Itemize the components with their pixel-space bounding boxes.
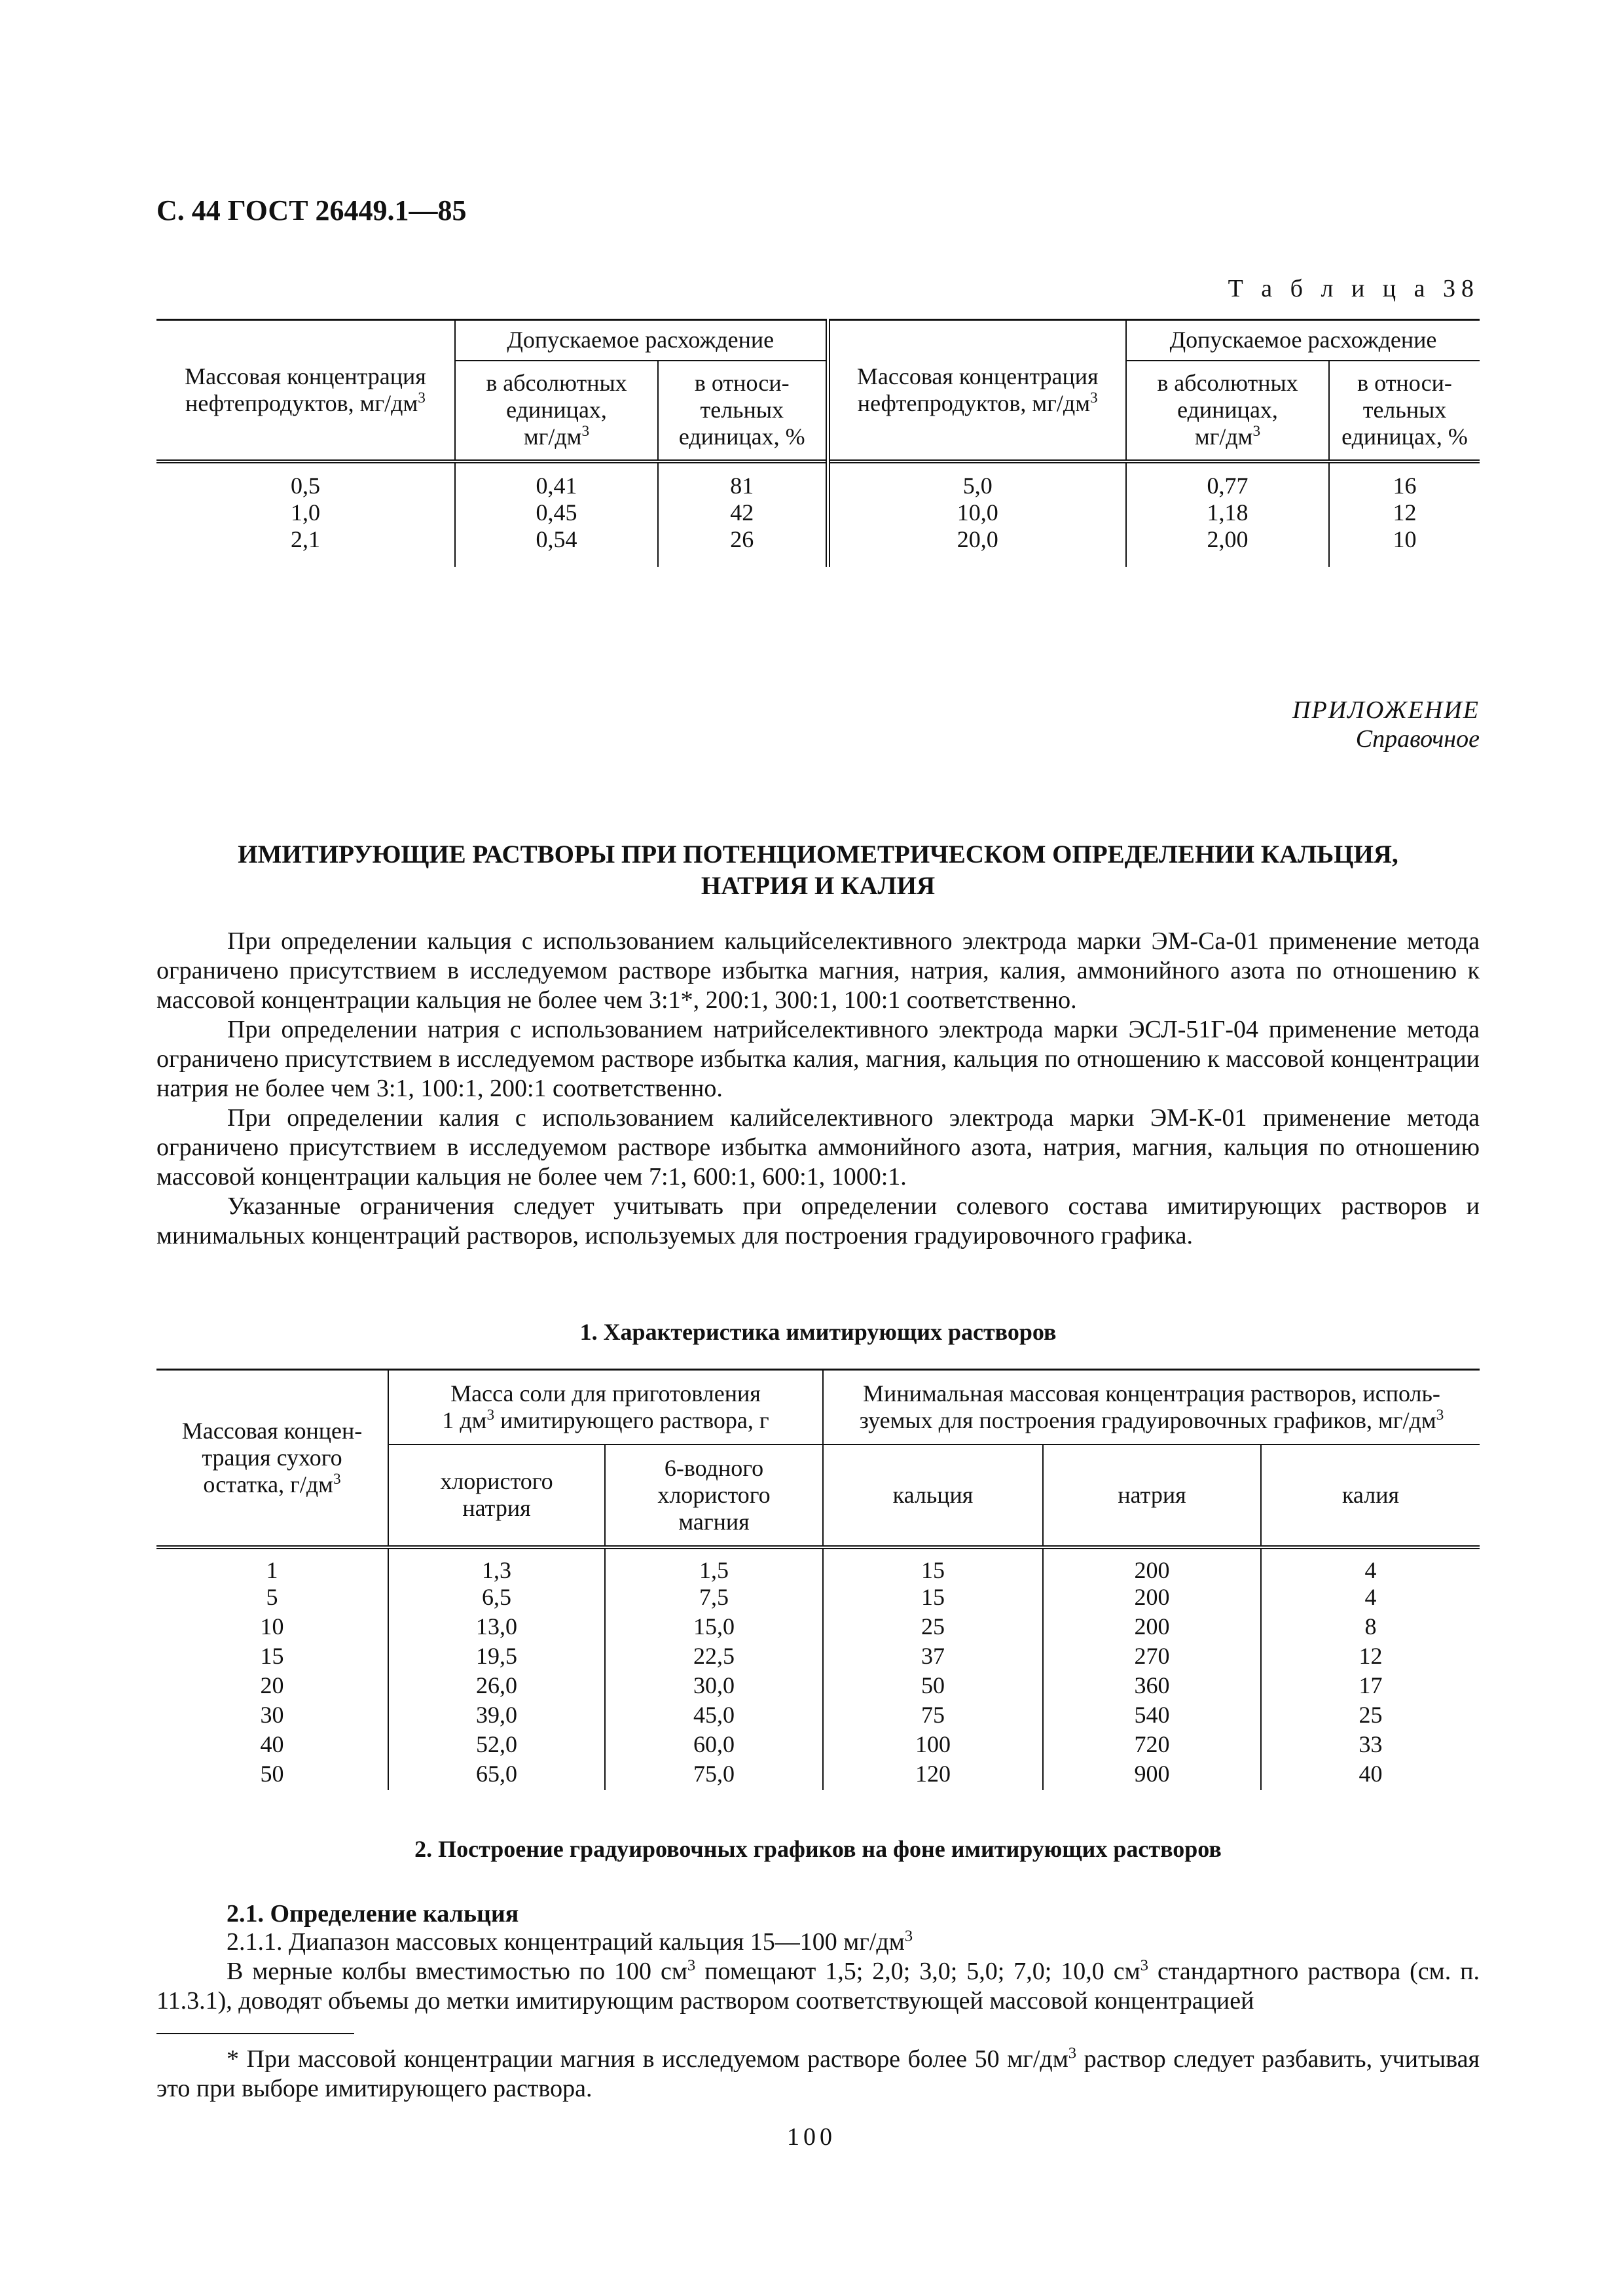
table-cell: 8 [1364, 1613, 1377, 1640]
t38-allowed-header-left: Допускаемое расхождение [455, 320, 828, 361]
section-1-heading: 1. Характеристика имитирующих растворов [579, 1319, 1057, 1345]
t38-rel-header-right: в относи- тельных единицах, % [1329, 361, 1480, 461]
table-cell: 200 [1043, 1584, 1261, 1613]
table-row [156, 1613, 1480, 1643]
table-cell: 5 [156, 1584, 388, 1613]
table-row [156, 1702, 1480, 1731]
table-cell: 4 [1364, 1583, 1377, 1610]
table-cell: 4 [1364, 1556, 1377, 1583]
t38-allowed-header-right: Допускаемое расхождение [1126, 320, 1480, 361]
t38-right-conc-cell: 5,0 10,0 20,0 [828, 461, 1126, 567]
table-cell: 270 [1043, 1643, 1261, 1672]
table-cell: 25 [1359, 1701, 1383, 1728]
intro-text [156, 927, 1480, 1251]
t1-salt-mass-header: Масса соли для приготовления 1 $дм^3$ имитирующего раствора, г [388, 1370, 823, 1444]
t38-conc-header-right: Массовая концентрация нефтепродуктов, $мг/дм^3$ [828, 320, 1126, 461]
table-cell: 360 [1043, 1672, 1261, 1702]
table-cell: 17 [1359, 1672, 1383, 1698]
table-cell: 22,5 [605, 1643, 823, 1672]
table-cell: 20 [156, 1672, 388, 1702]
page-number: 100 [787, 2123, 836, 2151]
table-cell: 7,5 [605, 1584, 823, 1613]
table-38 [156, 319, 1480, 567]
t1-calcium-header: кальция [823, 1444, 1043, 1547]
table-cell: 200 [1043, 1547, 1261, 1584]
table-cell: 37 [823, 1643, 1043, 1672]
paragraph: Указанные ограничения следует учитывать при определении солевого состава имитирующих растворов и минимальных концентраций растворов, используемых для построения градуировочного графика. [156, 1193, 1480, 1249]
table-cell: 900 [1043, 1761, 1261, 1790]
paragraph: При определении калия с использованием калийселективного электрода марки ЭМ-К-01 применение метода ограничено присутствием в исследуемом растворе избытка аммонийного азота, натрия, магния, кальция по отношению массовой концентрации кальция не более чем 7:1, 600:1, 600:1, 1000:1. [156, 1104, 1480, 1191]
t1-nacl-header: хлористого натрия [388, 1444, 605, 1547]
table-row [156, 1643, 1480, 1672]
t1-sodium-header: натрия [1043, 1444, 1261, 1547]
table-cell: 120 [823, 1761, 1043, 1790]
appendix-title [156, 839, 1480, 902]
t1-dry-residue-header: Массовая концен-трация сухого остатка, $г/дм^3$ [156, 1370, 388, 1547]
appendix-sublabel: Справочное [1355, 725, 1480, 753]
table-cell: 200 [1043, 1613, 1261, 1643]
table-cell: 33 [1359, 1731, 1383, 1757]
table-cell: 10 [156, 1613, 388, 1643]
table-row [156, 1672, 1480, 1702]
table-cell: 26,0 [388, 1672, 605, 1702]
page-header: С. 44 ГОСТ 26449.1—85 [156, 194, 467, 226]
table-cell: 1 [156, 1547, 388, 1584]
table-cell: 13,0 [388, 1613, 605, 1643]
paragraph-2-1-2: В мерные колбы вместимостью по 100 $см^3$ помещают 1,5; 2,0; 3,0; 5,0; 7,0; 10,0 $см^3$ стандартного раствора (см. п. 11.3.1), доводят объемы до метки имитирующим раствором соответствующей массовой концентрацией [156, 1956, 1480, 2015]
table-cell: 45,0 [605, 1702, 823, 1731]
table-cell: 720 [1043, 1731, 1261, 1761]
table-cell: 40 [156, 1731, 388, 1761]
paragraph-2-1-1: 2.1.1. Диапазон массовых концентраций кальция 15—100 $мг/дм^3$ [227, 1927, 913, 1956]
subsection-2-1-text [156, 1928, 1480, 2016]
paragraph: При определении кальция с использованием кальцийселективного электрода марки ЭМ-Са-01 применение метода ограничено присутствием в исследуемом растворе избытка магния, натрия, калия, аммонийного азота по отношению к массовой концентрации кальция не более чем 3:1*, 200:1, 300:1, 100:1 соответственно. [156, 927, 1480, 1014]
footnote-divider [156, 2033, 354, 2034]
table-cell: 25 [823, 1613, 1043, 1643]
section-2-heading: 2. Построение градуировочных графиков на фоне имитирующих растворов [414, 1836, 1222, 1862]
t1-mgcl-header: 6-водного хлористого магния [605, 1444, 823, 1547]
table-cell: 50 [823, 1672, 1043, 1702]
table-cell: 1,3 [388, 1547, 605, 1584]
t38-left-conc-cell: 0,5 1,0 2,1 [156, 461, 455, 567]
table-cell: 50 [156, 1761, 388, 1790]
table-cell: 30 [156, 1702, 388, 1731]
table-cell: 100 [823, 1731, 1043, 1761]
t1-body [156, 1547, 1480, 1790]
appendix-title-line1: ИМИТИРУЮЩИЕ РАСТВОРЫ ПРИ ПОТЕНЦИОМЕТРИЧЕСКОМ ОПРЕДЕЛЕНИИ КАЛЬЦИЯ, [238, 840, 1398, 869]
table-cell: 60,0 [605, 1731, 823, 1761]
table-cell: 30,0 [605, 1672, 823, 1702]
table-row [156, 1584, 1480, 1613]
t38-conc-header-left: Массовая концентрация нефтепродуктов, $мг/дм^3$ [156, 320, 455, 461]
table-cell: 15 [823, 1547, 1043, 1584]
t38-rel-header-left: в относи- тельных единицах, % [658, 361, 828, 461]
appendix-label: ПРИЛОЖЕНИЕ [1292, 696, 1480, 724]
t38-right-rel-cell: 16 12 10 [1393, 472, 1417, 552]
appendix-title-line2: НАТРИЯ И КАЛИЯ [701, 872, 936, 900]
t38-left-abs-cell: 0,41 0,45 0,54 [455, 461, 658, 567]
table-row [156, 1731, 1480, 1761]
table-cell: 540 [1043, 1702, 1261, 1731]
t1-min-conc-header: Минимальная массовая концентрация растворов, исполь- зуемых для построения градуировочных графиков, $мг/дм^3$ [823, 1370, 1480, 1444]
table-cell: 39,0 [388, 1702, 605, 1731]
table-cell: 15 [823, 1584, 1043, 1613]
t38-abs-header-left: в абсолютных единицах, $мг/дм^3$ [455, 361, 658, 461]
table-cell: 19,5 [388, 1643, 605, 1672]
t1-potassium-header: калия [1261, 1444, 1480, 1547]
table-cell: 1,5 [605, 1547, 823, 1584]
table-cell: 75,0 [605, 1761, 823, 1790]
table-row [156, 1547, 1480, 1584]
table-cell: 40 [1359, 1760, 1383, 1787]
table-cell: 6,5 [388, 1584, 605, 1613]
table-1-solutions [156, 1369, 1480, 1790]
table-cell: 12 [1359, 1642, 1383, 1669]
footnote: * При массовой концентрации магния в исследуемом растворе более 50 $мг/дм^3$ раствор следует разбавить, учитывая это при выборе имитирующего раствора. [156, 2044, 1480, 2102]
table-38-caption: Т а б л и ц а 38 [1228, 275, 1480, 302]
t38-left-rel-cell: 81 42 26 [658, 461, 828, 567]
paragraph: При определении натрия с использованием натрийселективного электрода марки ЭСЛ-51Г-04 применение метода ограничено присутствием в исследуемом растворе избытка калия, магния, кальция по отношению к массовой концентрации натрия не более чем 3:1, 100:1, 200:1 соответственно. [156, 1016, 1480, 1102]
t38-right-abs-cell: 0,77 1,18 2,00 [1126, 461, 1329, 567]
table-cell: 15,0 [605, 1613, 823, 1643]
table-cell: 75 [823, 1702, 1043, 1731]
subsection-2-1-heading: 2.1. Определение кальция [227, 1900, 519, 1928]
table-cell: 52,0 [388, 1731, 605, 1761]
table-cell: 15 [156, 1643, 388, 1672]
table-cell: 65,0 [388, 1761, 605, 1790]
table-row [156, 1761, 1480, 1790]
t38-abs-header-right: в абсолютных единицах, $мг/дм^3$ [1126, 361, 1329, 461]
